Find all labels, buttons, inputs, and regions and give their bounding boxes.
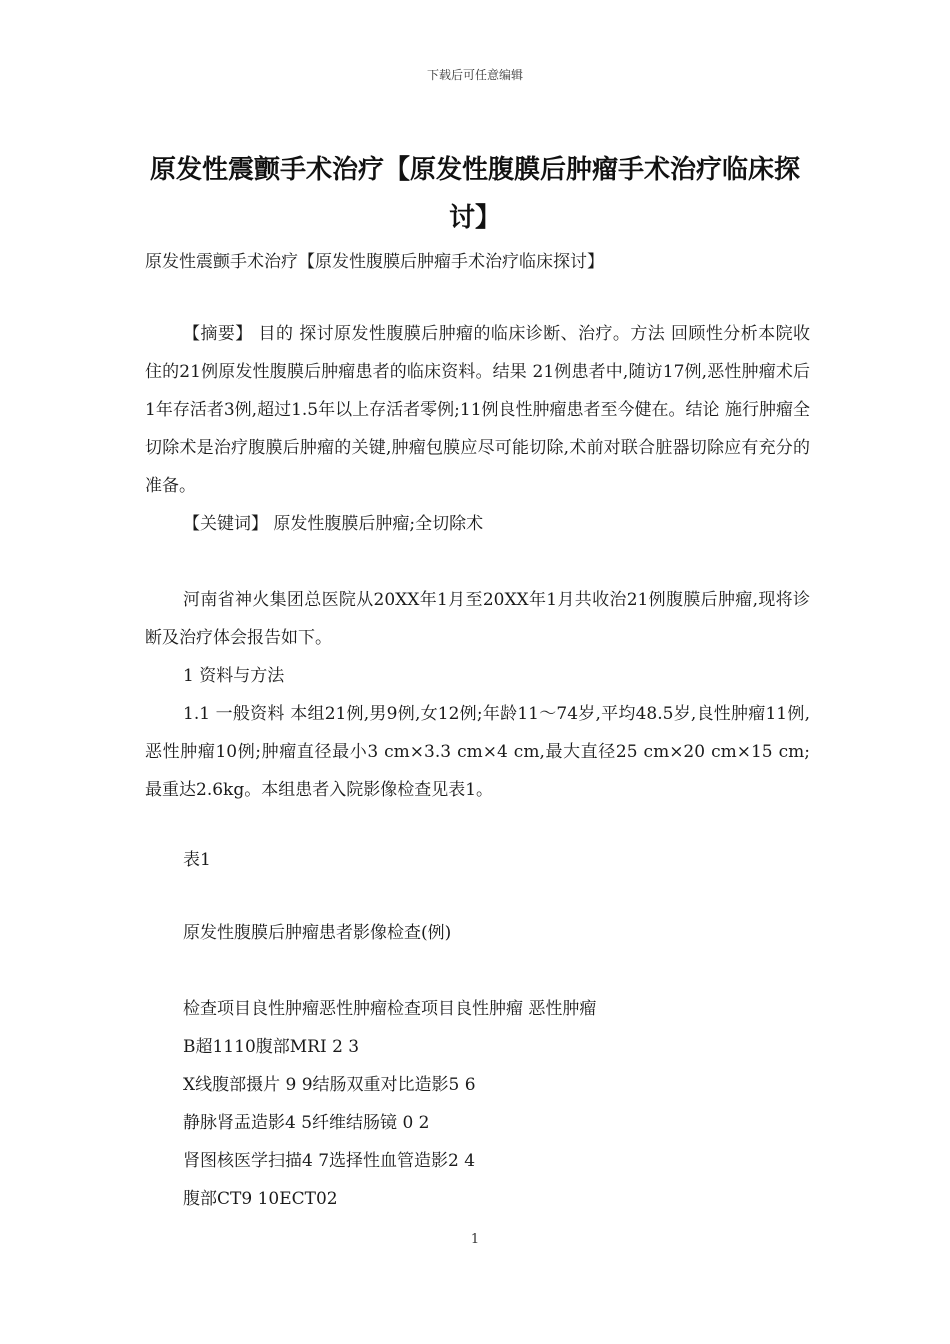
section-heading: 1 资料与方法 — [183, 666, 285, 686]
table-caption: 原发性腹膜后肿瘤患者影像检查(例) — [183, 923, 452, 943]
table-label: 表1 — [183, 850, 211, 870]
general-info-paragraph: 1.1 一般资料 本组21例,男9例,女12例;年龄11～74岁,平均48.5岁,良性肿瘤11例,恶性肿瘤10例;肿瘤直径最小3 cm×3.3 cm×4 cm,最大直径25 cm×20 cm×15 cm;最重达2.6kg。本组患者入院影像检查见表1。 — [145, 704, 810, 800]
header-note: 下载后可任意编辑 — [426, 68, 523, 82]
document-subtitle: 原发性震颤手术治疗【原发性腹膜后肿瘤手术治疗临床探讨】 — [145, 252, 604, 272]
table-row: 腹部CT9 10ECT02 — [183, 1189, 338, 1209]
table-row: B超1110腹部MRI 2 3 — [183, 1037, 360, 1057]
intro-paragraph: 河南省神火集团总医院从20XX年1月至20XX年1月共收治21例腹膜后肿瘤,现将诊断及治疗体会报告如下。 — [145, 590, 810, 648]
table-row: 静脉肾盂造影4 5纤维结肠镜 0 2 — [183, 1113, 430, 1133]
table-row: 检查项目良性肿瘤恶性肿瘤检查项目良性肿瘤 恶性肿瘤 — [183, 999, 597, 1019]
table-row: X线腹部摄片 9 9结肠双重对比造影5 6 — [183, 1075, 476, 1095]
page-number: 1 — [470, 1232, 480, 1247]
keywords-line: 【关键词】 原发性腹膜后肿瘤;全切除术 — [183, 514, 484, 534]
table-row: 肾图核医学扫描4 7选择性血管造影2 4 — [183, 1151, 476, 1171]
document-title: 原发性震颤手术治疗【原发性腹膜后肿瘤手术治疗临床探讨】 — [149, 155, 800, 233]
abstract-paragraph: 【摘要】 目的 探讨原发性腹膜后肿瘤的临床诊断、治疗。方法 回顾性分析本院收住的21例原发性腹膜后肿瘤患者的临床资料。结果 21例患者中,随访17例,恶性肿瘤术后1年存活者3例,超过1.5年以上存活者零例;11例良性肿瘤患者至今健在。结论 施行肿瘤全切除术是治疗腹膜后肿瘤的关键,肿瘤包膜应尽可能切除,术前对联合脏器切除应有充分的准备。 — [145, 324, 810, 496]
